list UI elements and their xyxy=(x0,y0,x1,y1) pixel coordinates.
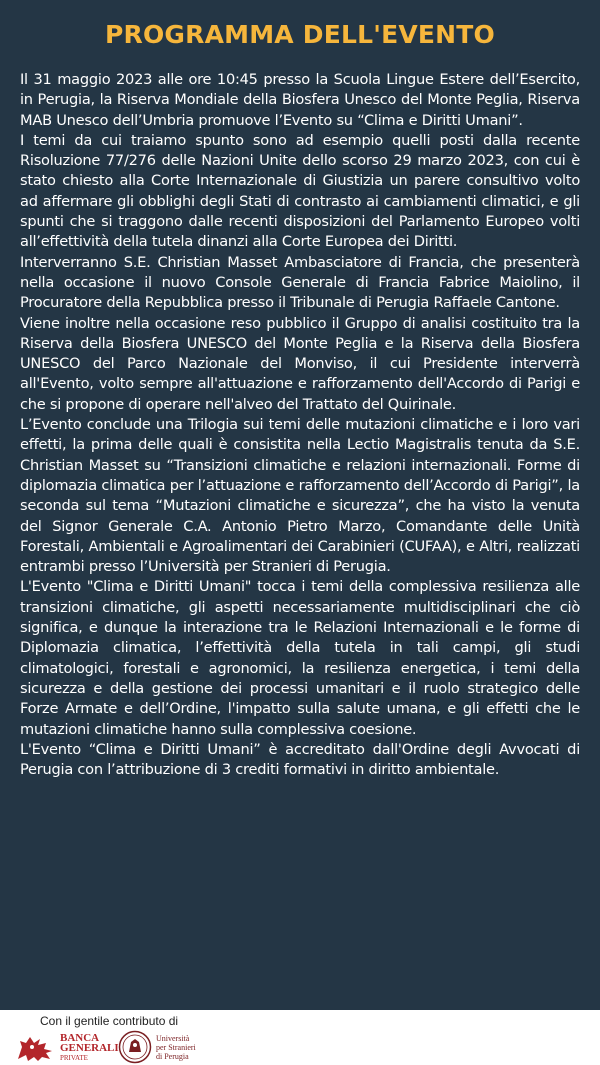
paragraph-analysis-group: Viene inoltre nella occasione reso pubblico il Gruppo di analisi costituito tra la Riserva della Biosfera UNESCO del Monte Peglia e la Riserva della Biosfera UNESCO del Parco Nazionale del Monviso, il cui Presidente interverrà all'Evento, volto sempre all'attuazione e rafforzamento dell'Accordo di Parigi e che si propone di operare nell'alveo del Trattato del Quirinale. xyxy=(20,314,580,413)
banca-generali-wordmark xyxy=(60,1033,119,1063)
sponsor-banca-generali-logo xyxy=(14,1032,119,1064)
paragraph-topics: L'Evento "Clima e Diritti Umani" tocca i temi della complessiva resilienza alle transizioni climatiche, gli aspetti necessariamente multidisciplinari che ciò significa, e dunque la interazione tra le Relazioni Internazionali e le forme di Diplomazia climatica, l’effettività della tutela in tali campi, gli studi climatologici, forestali e agronomici, la resilienza energetica, i temi della sicurezza e della gestione dei processi umanitari e il ruolo strategico delle Forze Armate e dell’Ordine, l'impatto sulla salute umana, e gli effetti che le mutazioni climatiche hanno sulla complessiva coesione. xyxy=(20,578,580,738)
banca-line3: PRIVATE xyxy=(60,1054,88,1062)
paragraph-intro: Il 31 maggio 2023 alle ore 10:45 presso la Scuola Lingue Estere dell’Esercito, in Perugia, la Riserva Mondiale della Biosfera Unesco del Monte Peglia, Riserva MAB Unesco dell’Umbria promuove l’Evento su “Clima e Diritti Umani”. xyxy=(20,71,580,129)
sponsor-unistrapg-logo xyxy=(118,1030,196,1064)
paragraph-accreditation: L'Evento “Clima e Diritti Umani” è accreditato dall'Ordine degli Avvocati di Perugia con l’attribuzione di 3 crediti formativi in diritto ambientale. xyxy=(20,740,580,779)
paragraph-speakers: Interverranno S.E. Christian Masset Ambasciatore di Francia, che presenterà nella occasione il nuovo Console Generale di Francia Fabrice Maiolino, il Procuratore della Repubblica presso il Tribunale di Perugia Raffaele Cantone. xyxy=(20,253,580,312)
banca-line1: BANCA xyxy=(60,1032,100,1044)
unistra-line3: di Perugia xyxy=(156,1051,189,1061)
unistrapg-wordmark xyxy=(156,1034,196,1061)
unistra-line2: per Stranieri xyxy=(156,1042,196,1052)
program-body xyxy=(20,70,580,780)
paragraph-themes: I temi da cui traiamo spunto sono ad esempio quelli posti dalla recente Risoluzione 77/276 delle Nazioni Unite dello scorso 29 marzo 2023, con cui è stato chiesto alla Corte Internazionale di Giustizia un parere consultivo volto ad affermare gli obblighi degli Stati di contrasto ai cambiamenti climatici, e gli spunti che si traggono dalle recenti disposizioni del Parlamento Europeo volti all’effettività della tutela dinanzi alla Corte Europea dei Diritti. xyxy=(20,131,580,251)
paragraph-trilogy: L’Evento conclude una Trilogia sui temi delle mutazioni climatiche e i loro vari effetti, la prima delle quali è consistita nella Lectio Magistralis tenuta da S.E. Christian Masset su “Transizioni climatiche e relazioni internazionali. Forme di diplomazia climatica per l’attuazione e rafforzamento dell’Accordo di Parigi”, la seconda sul tema “Mutazioni climatiche e sicurezza”, che ha visto la venuta del Signor Generale C.A. Antonio Pietro Marzo, Comandante delle Unità Forestali, Ambientali e Agroalimentari dei Carabinieri (CUFAA), e Altri, realizzati entrambi presso l’Università per Stranieri di Perugia. xyxy=(20,416,580,576)
unistra-line1: Università xyxy=(156,1033,190,1043)
sponsor-footer xyxy=(0,1010,600,1065)
page-title: PROGRAMMA DELL'EVENTO xyxy=(104,20,496,49)
lion-icon xyxy=(14,1033,56,1063)
seal-icon xyxy=(118,1030,152,1064)
banca-line2: GENERALI xyxy=(60,1042,119,1054)
footer-label: Con il gentile contributo di xyxy=(40,1014,179,1028)
